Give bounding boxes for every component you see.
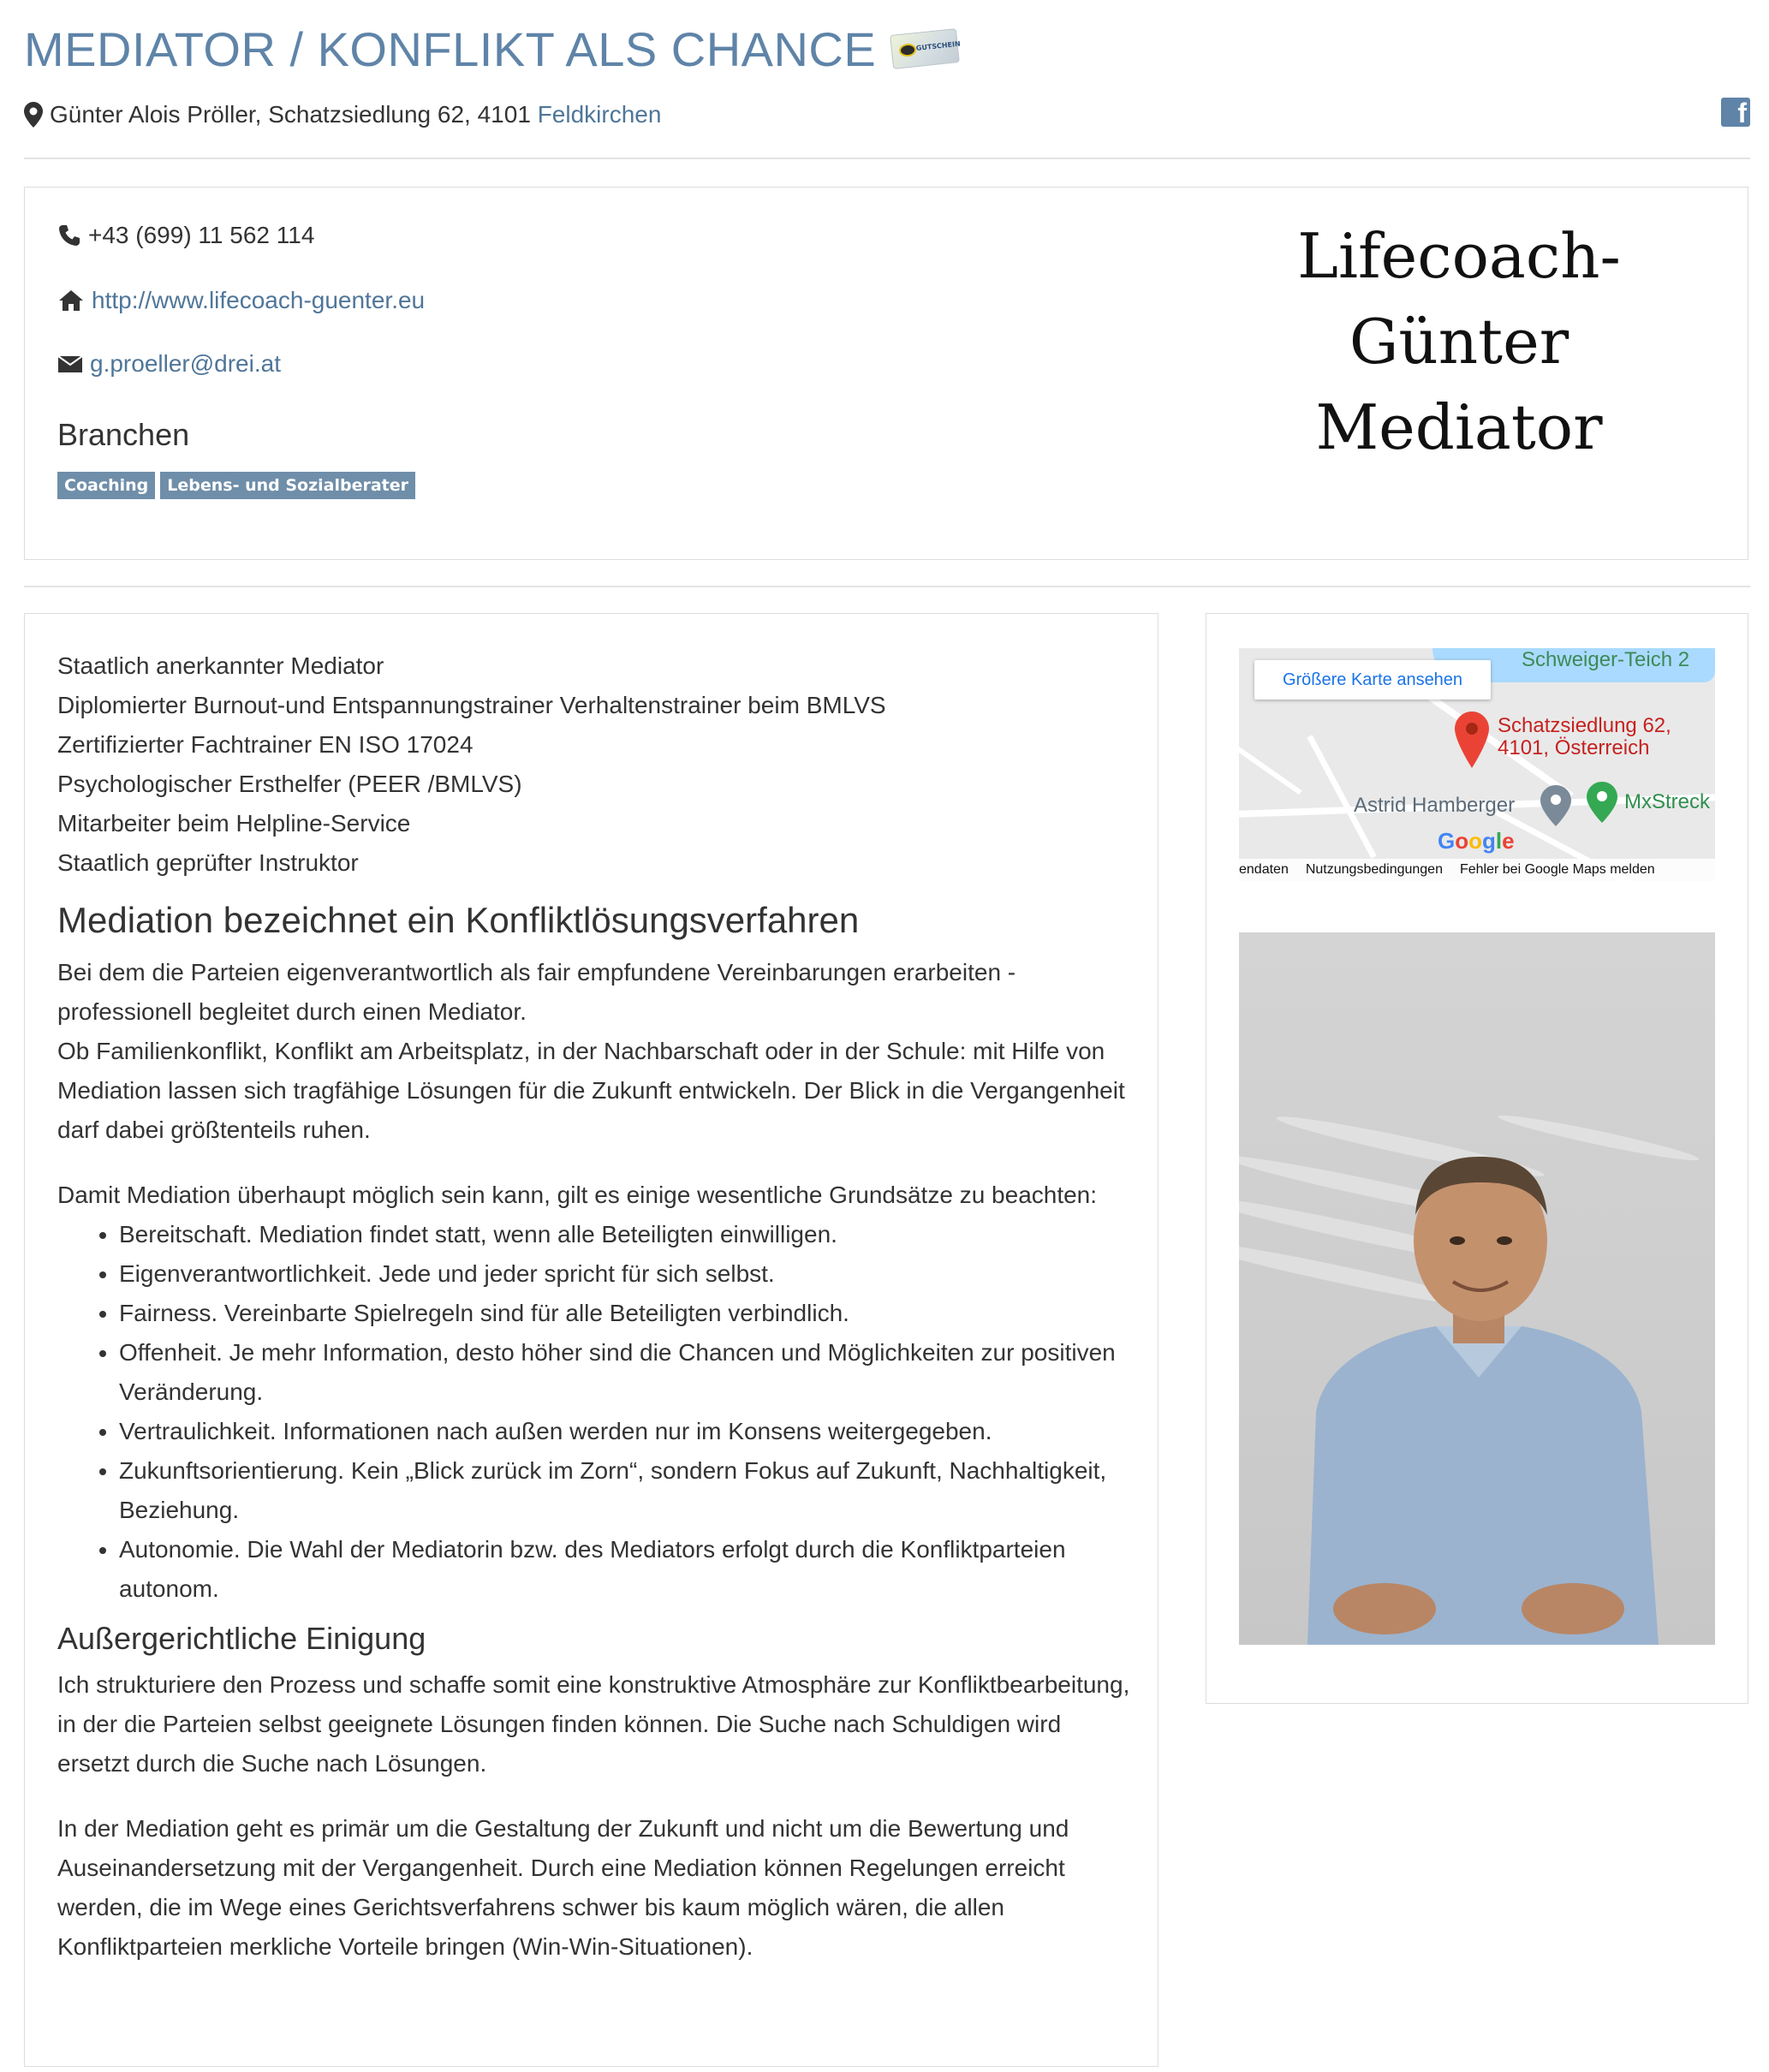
contact-panel bbox=[24, 187, 1748, 560]
poi-marker-icon bbox=[1540, 785, 1571, 826]
principle-item: • Bereitschaft. Mediation findet statt, wenn alle Beteiligten einwilligen. bbox=[119, 1215, 1136, 1254]
map-footer bbox=[1239, 859, 1715, 881]
facebook-icon[interactable]: f bbox=[1721, 98, 1750, 127]
portrait-photo bbox=[1239, 932, 1715, 1645]
qualifications-list bbox=[57, 646, 1136, 883]
map-footer-data[interactable]: endaten bbox=[1239, 862, 1289, 877]
larger-map-button[interactable]: Größere Karte ansehen bbox=[1254, 660, 1491, 700]
paragraph-future: In der Mediation geht es primär um die Gestaltung der Zukunft und nicht um die Bewertung und Auseinandersetzung mit der Vergangenheit. Durch eine Mediation können Regelungen erreicht werden, die im Wege eines Gerichtsverfahrens schwer bis kaum möglich wären, die allen Konfliktparteien merkliche Vorteile bringen (Win-Win-Situationen). bbox=[57, 1815, 1069, 1960]
map-footer-report[interactable]: Fehler bei Google Maps melden bbox=[1459, 862, 1655, 877]
map-road bbox=[1239, 747, 1302, 795]
qualification-item: Psychologischer Ersthelfer (PEER /BMLVS) bbox=[57, 771, 522, 797]
website-link[interactable]: http://www.lifecoach-guenter.eu bbox=[92, 287, 426, 313]
voucher-label: GUTSCHEIN bbox=[915, 39, 962, 53]
principle-item: • Zukunftsorientierung. Kein „Blick zurück im Zorn“, sondern Fokus auf Zukunft, Nachhaltigkeit, Beziehung. bbox=[119, 1451, 1136, 1530]
phone-number[interactable]: +43 (699) 11 562 114 bbox=[88, 222, 315, 248]
qualification-item: Staatlich anerkannter Mediator bbox=[57, 652, 384, 679]
address-row bbox=[24, 96, 661, 134]
city-link[interactable]: Feldkirchen bbox=[537, 101, 662, 128]
principle-item: • Offenheit. Je mehr Information, desto höher sind die Chancen und Möglichkeiten zur positiven Veränderung. bbox=[119, 1333, 1136, 1412]
principle-item: • Vertraulichkeit. Informationen nach außen werden nur im Konsens weitergegeben. bbox=[119, 1412, 1136, 1451]
logo-line-2: Mediator bbox=[1315, 391, 1603, 463]
branchen-heading: Branchen bbox=[57, 417, 190, 452]
paragraph-process: Ich strukturiere den Prozess und schaffe somit eine konstruktive Atmosphäre zur Konfliktbearbeitung, in der die Parteien selbst geeignete Lösungen finden können. Die Suche nach Schuldigen wird ersetzt durch die Suche nach Lösungen. bbox=[57, 1671, 1130, 1777]
paragraph-mediation-scope: Ob Familienkonflikt, Konflikt am Arbeitsplatz, in der Nachbarschaft oder in der Schule: mit Hilfe von Mediation lassen sich tragfähige Lösungen für die Zukunft entwickeln. Der Blick in die Vergangenheit darf dabei größtenteils ruhen. bbox=[57, 1038, 1125, 1143]
side-panel bbox=[1206, 613, 1748, 1704]
envelope-icon bbox=[57, 354, 83, 374]
portrait-illustration bbox=[1239, 932, 1715, 1645]
tag-coaching[interactable]: Coaching bbox=[57, 472, 155, 499]
description-panel bbox=[24, 613, 1158, 2067]
qualification-item: Zertifizierter Fachtrainer EN ISO 17024 bbox=[57, 731, 474, 758]
qualification-item: Staatlich geprüfter Instruktor bbox=[57, 849, 359, 876]
qualification-item: Diplomierter Burnout-und Entspannungstrainer Verhaltenstrainer beim BMLVS bbox=[57, 692, 886, 718]
voucher-badge-icon[interactable] bbox=[890, 28, 960, 69]
phone-icon bbox=[57, 223, 81, 247]
website-row bbox=[57, 287, 425, 314]
email-link[interactable]: g.proeller@drei.at bbox=[90, 350, 281, 377]
principle-item: • Autonomie. Die Wahl der Mediatorin bzw. des Mediators erfolgt durch die Konfliktparteien autonom. bbox=[119, 1530, 1136, 1609]
email-row bbox=[57, 350, 281, 378]
divider bbox=[24, 586, 1750, 587]
marker-label bbox=[1498, 715, 1671, 759]
principles-intro: Damit Mediation überhaupt möglich sein kann, gilt es einige wesentliche Grundsätze zu beachten: bbox=[57, 1182, 1098, 1208]
tag-list bbox=[57, 472, 415, 499]
divider bbox=[24, 158, 1750, 159]
principle-item: • Eigenverantwortlichkeit. Jede und jeder spricht für sich selbst. bbox=[119, 1254, 1136, 1294]
title-row bbox=[24, 19, 962, 79]
google-logo: Google bbox=[1438, 828, 1515, 854]
map-marker-icon bbox=[24, 102, 43, 128]
poi-marker-icon bbox=[1587, 782, 1617, 823]
page-title: MEDIATOR / KONFLIKT ALS CHANCE bbox=[24, 21, 877, 76]
principles-list bbox=[57, 1215, 1136, 1609]
section-heading-mediation: Mediation bezeichnet ein Konfliktlösungsverfahren bbox=[57, 900, 860, 940]
principle-item: • Fairness. Vereinbarte Spielregeln sind für alle Beteiligten verbindlich. bbox=[119, 1294, 1136, 1333]
logo-line-1: Lifecoach-Günter bbox=[1297, 220, 1621, 378]
business-logo bbox=[1198, 213, 1720, 470]
marker-label-line-1: Schatzsiedlung 62, bbox=[1498, 714, 1671, 737]
map-place-label: Astrid Hamberger bbox=[1354, 794, 1516, 817]
google-map[interactable] bbox=[1239, 648, 1715, 881]
section-heading-einigung: Außergerichtliche Einigung bbox=[57, 1621, 426, 1656]
qualification-item: Mitarbeiter beim Helpline-Service bbox=[57, 810, 411, 837]
tag-lebens-sozialberater[interactable]: Lebens- und Sozialberater bbox=[160, 472, 415, 499]
marker-label-line-2: 4101, Österreich bbox=[1498, 736, 1650, 759]
address-text: Günter Alois Pröller, Schatzsiedlung 62, 4101 bbox=[50, 101, 531, 128]
location-marker-icon bbox=[1455, 712, 1489, 768]
map-footer-terms[interactable]: Nutzungsbedingungen bbox=[1305, 862, 1443, 877]
paragraph-mediation-definition: Bei dem die Parteien eigenverantwortlich als fair empfundene Vereinbarungen erarbeiten - professionell begleitet durch einen Mediator. bbox=[57, 959, 1016, 1025]
map-place-label: MxStreck bbox=[1624, 790, 1711, 813]
map-place-label: Schweiger-Teich 2 bbox=[1522, 648, 1690, 671]
phone-row bbox=[57, 222, 314, 249]
home-icon bbox=[57, 289, 85, 313]
